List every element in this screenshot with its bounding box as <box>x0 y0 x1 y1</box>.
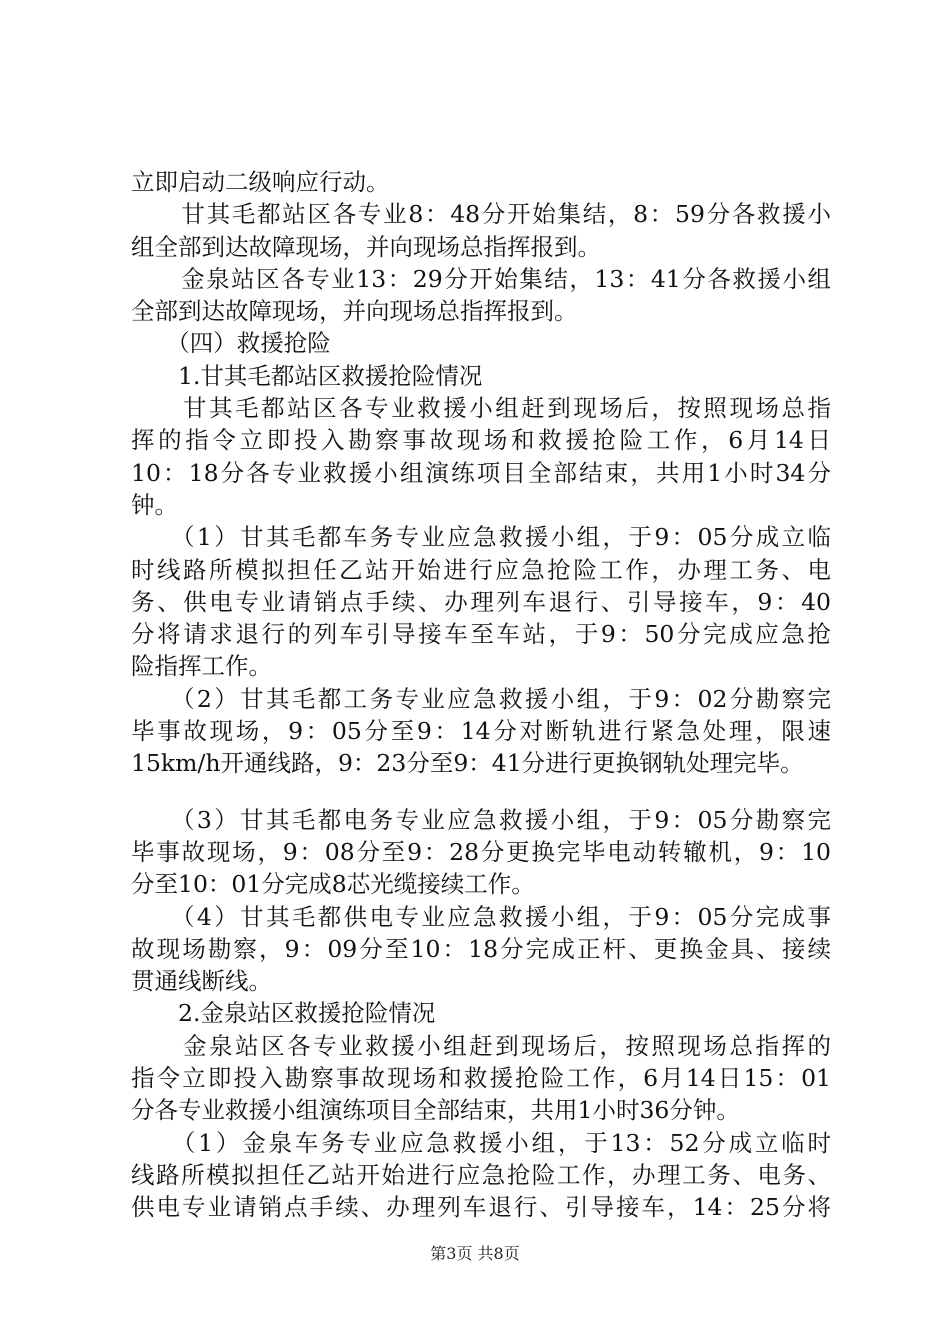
text-line: （2）甘其毛都工务专业应急救援小组，于9：02分勘察完 <box>131 684 831 713</box>
text-line: 金泉站区各专业13：29分开始集结，13：41分各救援小组 <box>131 264 831 293</box>
text-line: 金泉站区各专业救援小组赶到现场后，按照现场总指挥的 <box>131 1031 831 1060</box>
text-line: 挥的指令立即投入勘察事故现场和救援抢险工作，6月14日 <box>131 426 831 455</box>
text-line: 务、供电专业请销点手续、办理列车退行、引导接车，9：40 <box>131 587 831 616</box>
text-line: 组全部到达故障现场，并向现场总指挥报到。 <box>131 232 601 261</box>
text-line: （4）甘其毛都供电专业应急救援小组，于9：05分完成事 <box>131 902 831 931</box>
text-line: 贯通线断线。 <box>131 967 272 996</box>
page-footer: 第3页 共8页 <box>430 1244 520 1263</box>
text-line: 钟。 <box>131 490 178 519</box>
text-line: 分至10：01分完成8芯光缆接续工作。 <box>131 870 535 899</box>
text-line: 时线路所模拟担任乙站开始进行应急抢险工作，办理工务、电 <box>131 555 831 584</box>
section-heading: （四）救援抢险 <box>131 329 331 358</box>
text-line: 毕事故现场，9：05分至9：14分对断轨进行紧急处理，限速 <box>131 717 831 746</box>
text-line: （3）甘其毛都电务专业应急救援小组，于9：05分勘察完 <box>131 805 831 834</box>
subsection-heading: 2.金泉站区救援抢险情况 <box>131 999 436 1028</box>
text-line: 线路所模拟担任乙站开始进行应急抢险工作，办理工务、电务、 <box>131 1160 831 1189</box>
text-line: （1）甘其毛都车务专业应急救援小组，于9：05分成立临 <box>131 523 831 552</box>
text-line: 故现场勘察，9：09分至10：18分完成正杆、更换金具、接续 <box>131 934 831 963</box>
text-line: 10：18分各专业救援小组演练项目全部结束，共用1小时34分 <box>131 458 831 487</box>
paragraph-gap <box>131 780 831 804</box>
text-line: 分将请求退行的列车引导接车至车站，于9：50分完成应急抢 <box>131 620 831 649</box>
text-line: 供电专业请销点手续、办理列车退行、引导接车，14：25分将 <box>131 1193 831 1222</box>
text-line: 甘其毛都站区各专业8：48分开始集结，8：59分各救援小 <box>131 200 831 229</box>
text-line: 15km/h开通线路，9：23分至9：41分进行更换钢轨处理完毕。 <box>131 749 804 778</box>
subsection-heading: 1.甘其毛都站区救援抢险情况 <box>131 361 483 390</box>
text-line: 分各专业救援小组演练项目全部结束，共用1小时36分钟。 <box>131 1096 740 1125</box>
text-line: 甘其毛都站区各专业救援小组赶到现场后，按照现场总指 <box>131 394 831 423</box>
text-line: 指令立即投入勘察事故现场和救援抢险工作，6月14日15：01 <box>131 1064 831 1093</box>
text-line: 险指挥工作。 <box>131 652 272 681</box>
text-line: 立即启动二级响应行动。 <box>131 168 390 196</box>
text-line: 毕事故现场，9：08分至9：28分更换完毕电动转辙机，9：10 <box>131 837 831 866</box>
text-line: 全部到达故障现场，并向现场总指挥报到。 <box>131 297 578 326</box>
body-text <box>131 166 831 1224</box>
text-line: （1）金泉车务专业应急救援小组，于13：52分成立临时 <box>131 1128 831 1157</box>
